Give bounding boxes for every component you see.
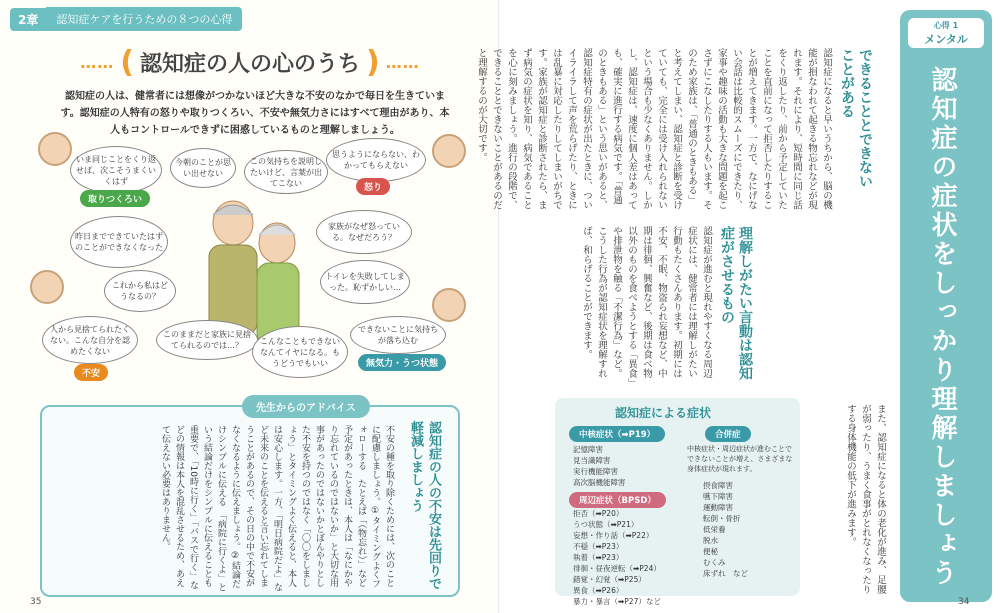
comp-item: 便秘 <box>703 547 718 556</box>
tag-mukiryoku: 無気力・うつ状態 <box>358 354 446 371</box>
chapter-number: 2章 <box>10 8 46 31</box>
page-title: 認知症の人の心のうち <box>139 51 360 77</box>
bpsd-item: 妄想・作り話（➡P22） <box>573 531 654 540</box>
title-dots-right: …… <box>385 52 420 72</box>
intro-column: また、認知症になると体の老化が進み、足腰が弱ったり、うまく食事がとれなくなったりする身体機能の低下が進みます。 <box>845 404 886 594</box>
comp-item: 運動障害 <box>703 503 733 512</box>
sidebar-title: 認知症の症状をしっかり理解しましょう <box>927 66 957 588</box>
kokoroe-label: 心得 1 <box>933 21 959 30</box>
tag-fuan: 不安 <box>74 364 108 381</box>
bubble-depressed: できないことに気持ちが落ち込む <box>350 316 446 354</box>
core-item: 高次脳機能障害 <box>573 478 626 487</box>
comp-item: 床ずれ など <box>703 569 748 578</box>
comp-item: 嚥下障害 <box>703 492 733 501</box>
heading-rikai: 理解しがたい言動は認知症がさせるもの <box>719 226 753 380</box>
bpsd-item: 暴力・暴言（➡P27）など <box>573 597 661 606</box>
title-paren-right: ) <box>366 44 380 80</box>
illustration-area <box>20 140 480 390</box>
bubble-toilet: トイレを失敗してしまった。恥ずかしい… <box>320 260 410 304</box>
bubble-explain: この気持ちを説明したいけど、言葉が出てこない <box>244 150 328 194</box>
bpsd-head: 周辺症状（BPSD） <box>569 492 666 508</box>
section-title <box>40 42 460 82</box>
bpsd-item: 不穏（➡P23） <box>573 542 624 551</box>
bpsd-item: 錯覚・幻覚（➡P25） <box>573 575 646 584</box>
bpsd-item: 執着（➡P23） <box>573 553 624 562</box>
man-portrait-icon <box>38 132 72 166</box>
kokoroe-category: メンタル <box>924 33 968 46</box>
complication-head: 合併症 <box>705 426 751 442</box>
comp-item: 脱水 <box>703 536 718 545</box>
bubble-family-angry: 家族がなぜ怒っている。なぜだろう？ <box>316 210 412 254</box>
core-item: 実行機能障害 <box>573 467 618 476</box>
bpsd-list <box>573 508 661 607</box>
advice-title: 認知症の人の不安は先回りで軽減しましょう <box>408 421 441 590</box>
tag-ikari: 怒り <box>356 178 390 195</box>
sidebar-banner <box>900 10 992 602</box>
bpsd-item: うつ状態（➡P21） <box>573 520 639 529</box>
bubble-morning: 今朝のことが思い出せない <box>170 148 236 188</box>
woman-worried-icon <box>30 270 64 304</box>
chapter-title: 認知症ケアを行うための８つの心得 <box>46 7 242 31</box>
comp-item: 転倒・骨折 <box>703 514 741 523</box>
body-column-1: 認知症になると早いうちから、脳の機能が損なわれて起きる物忘れなどが現れます。それにより、短時間に同じ話をくり返したり、前から予定していたことを直前になって拒否したりすることが増えてきます。一方で、なにげない会話は比較的スムーズにできたり、家事や趣味の活動も大きな問題を起こさずにこなしたりする人もいます。そのため家族は、「普通のときもある」と考えてしまい、認知症と診断を受けていても、完全には受け入れられないという場合も少なくありません。しかし、認知症は、速度に個人差はあっても、確実に進行する病気です。「普通のときもある」という思いがあると、認知症特有の症状が出たときに、ついイライラして声を荒らげたり、ときには乱暴に対応したりしてしまいがちです。家族が認知症と診断されたら、まず病気の症状を知り、病気であることを心に刻みましょう。進行の段階で、できることとできないことがあるのだと理解するのが大切です。 <box>476 48 832 210</box>
bpsd-item: 徘徊・昼夜逆転（➡P24） <box>573 564 661 573</box>
comp-item: 摂食障害 <box>703 481 733 490</box>
core-item: 記憶障害 <box>573 445 603 454</box>
comp-item: 低栄養 <box>703 525 726 534</box>
kokoroe-badge <box>908 18 984 48</box>
bubble-retry: いま同じことをくり返せば、次こそうまくいくはず <box>70 146 162 194</box>
chapter-ribbon <box>10 8 242 30</box>
woman-angry-icon <box>432 134 466 168</box>
page-number-right: 34 <box>958 597 970 607</box>
comp-item: むくみ <box>703 558 726 567</box>
page-number-left: 35 <box>30 597 42 607</box>
bubble-not-understood: 思うようにならない、わかってもらえない <box>326 138 426 182</box>
complication-note: 中核症状・周辺症状が進むことでできないことが増え、さまざまな身体症状が現れます。 <box>687 445 793 473</box>
advice-body: 不安の種を取り除くためには、次のことに配慮しましょう。①タイミングよくフォローする たとえば「（物忘れ）」など予定があったときは、本人は「なにかやり忘れているのではないか」と大切な用事があったのではないかとぼんやりとした不安を持つのではなく「〇〇をしましょう」とタイミングよく伝えると、本人は安心します。一方、「明日病院だよ」など未来のことを伝えると言い忘れてしまうことがあるので、その日の中で不安がなくなるように伝えましょう。②結論だけシンプルに伝える 「病院に行くよ」という結論だけをシンプルに伝えることも重要で、「10時に行く」「バスで行く」などの情報は本人を混乱させるため、あえて伝えない必要はありません。 <box>160 425 394 592</box>
core-symptoms-list <box>573 444 626 488</box>
bpsd-item: 異食（➡P26） <box>573 586 624 595</box>
symptom-box <box>555 398 800 606</box>
symptom-box-title: 認知症による症状 <box>615 406 712 420</box>
complication-list <box>703 480 748 579</box>
bubble-abandoned: 人から見捨てられたくない。こんな自分を認めたくない <box>42 316 138 364</box>
body-column-2: 認知症が進むと現れやすくなる周辺症状には、健常者には理解しがたい行動もたくさんあります。初期には不安、不眠、物盗られ妄想など、中期は徘徊、興奮など、後期は食べ物以外のものを食べようとする「異食」や排泄物を触る「不潔行為」など。こうした行為が認知症状を理解すれば、和らげることができます。 <box>581 226 712 383</box>
heading-dekiru: できることとできないことがある <box>839 48 873 188</box>
bpsd-item: 拒否（➡P20） <box>573 509 624 518</box>
intro-text: 認知症の人は、健常者には想像がつかないほど大きな不安のなかで毎日を生きています。認知症の人特有の怒りや取りつくろい、不安や無気力さにはすべて理由があり、本人もコントロールできずに困惑しているものと理解しましょう。 <box>60 91 450 136</box>
bubble-yesterday: 昨日までできていたはずのことができなくなった <box>70 216 168 268</box>
title-dots-left: …… <box>80 52 115 72</box>
title-paren-left: ( <box>120 44 134 80</box>
bubble-future: これから私はどうなるの？ <box>104 270 176 312</box>
core-symptoms-head: 中核症状（➡P19） <box>569 426 665 442</box>
advice-label: 先生からのアドバイス <box>242 395 370 418</box>
bubble-give-up: こんなこともできないなんてイヤになる。もうどうでもいい <box>252 326 348 378</box>
advice-box <box>40 405 460 597</box>
bubble-family-leave: このままだと家族に見捨てられるのでは…？ <box>156 320 258 360</box>
man-sad-icon <box>432 288 466 322</box>
core-item: 見当識障害 <box>573 456 611 465</box>
tag-toritsukuroi: 取りつくろい <box>80 190 150 207</box>
